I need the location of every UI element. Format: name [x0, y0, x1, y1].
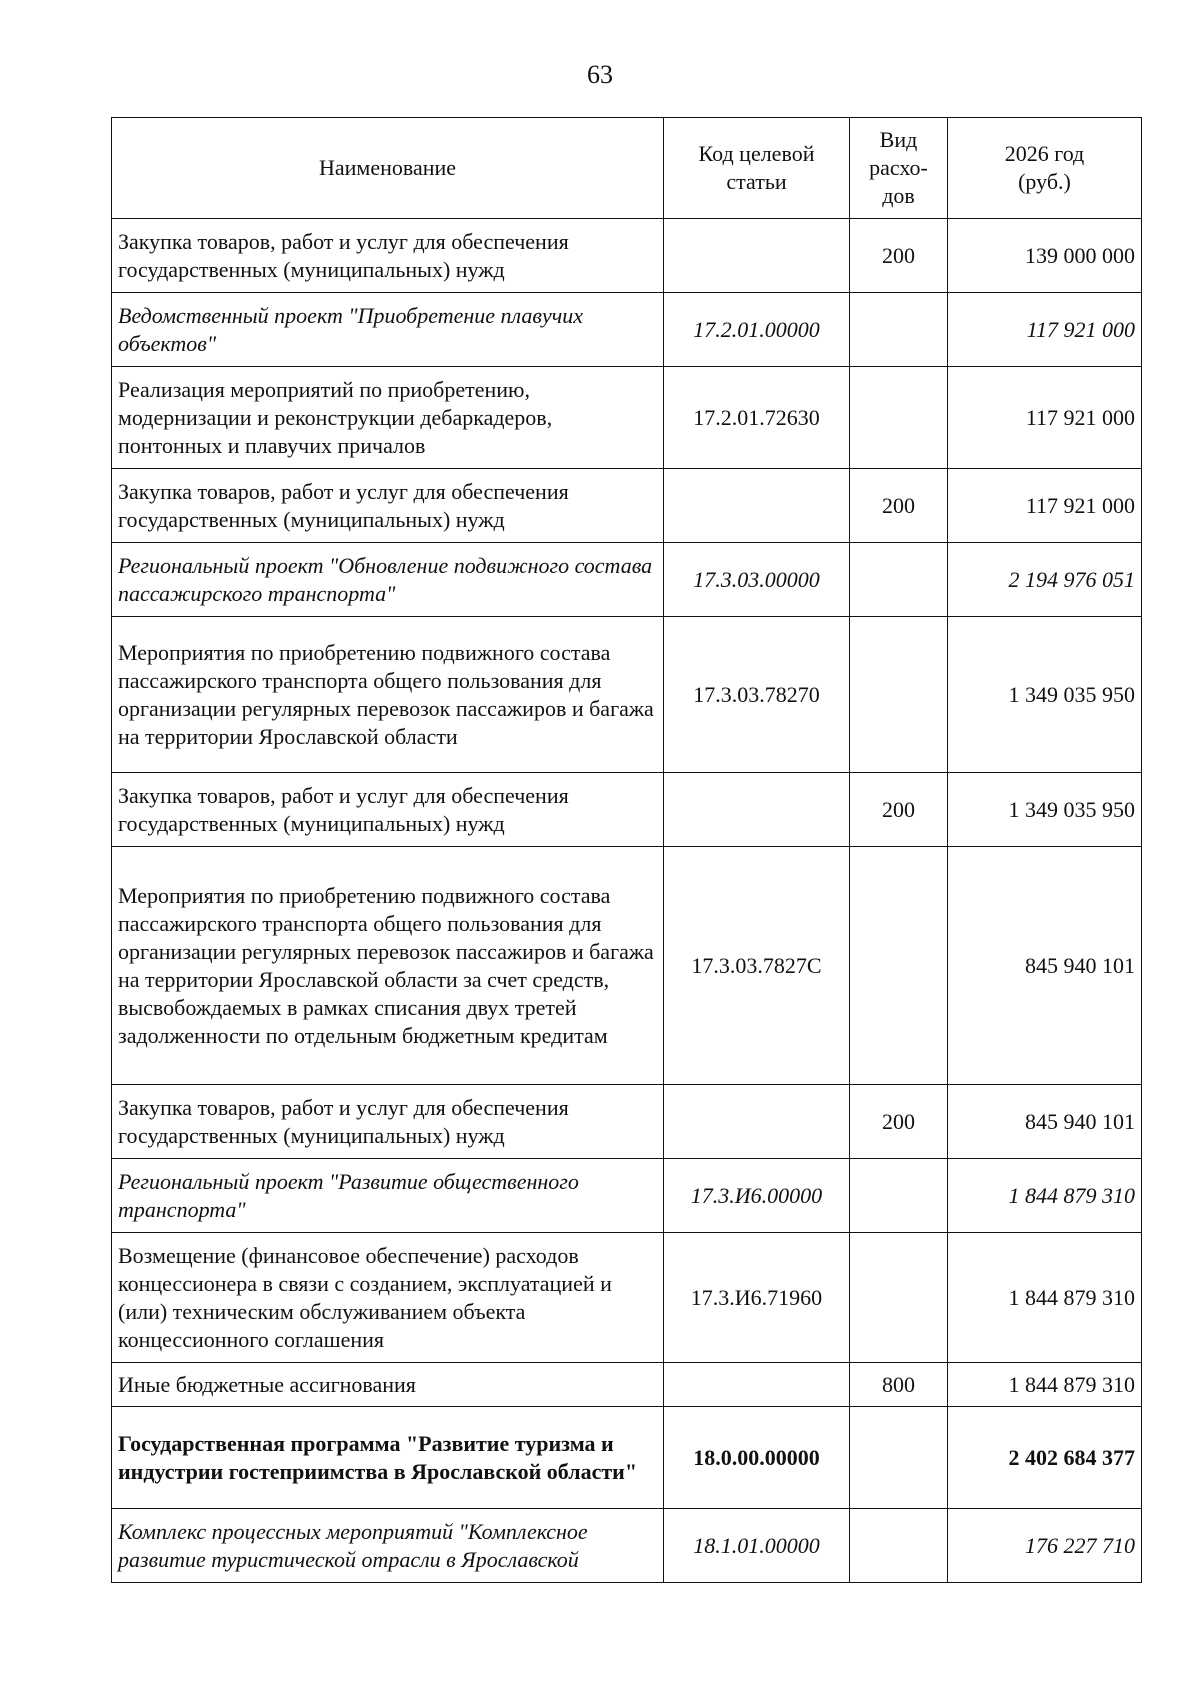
column-header-code — [664, 118, 850, 219]
row-amount: 2 194 976 051 — [948, 543, 1142, 617]
row-expense-type: 800 — [850, 1363, 948, 1407]
row-name: Закупка товаров, работ и услуг для обеспечения государственных (муниципальных) нужд — [112, 1085, 664, 1159]
table-row — [112, 1085, 1142, 1159]
column-header-type-line: дов — [882, 183, 915, 208]
row-code — [664, 469, 850, 543]
table-row — [112, 1363, 1142, 1407]
column-header-type-line: Вид — [879, 127, 918, 152]
row-name: Закупка товаров, работ и услуг для обеспечения государственных (муниципальных) нужд — [112, 219, 664, 293]
row-amount: 117 921 000 — [948, 469, 1142, 543]
row-code: 18.0.00.00000 — [664, 1407, 850, 1509]
column-header-name: Наименование — [112, 118, 664, 219]
row-expense-type — [850, 617, 948, 773]
row-code: 17.2.01.72630 — [664, 367, 850, 469]
row-amount: 139 000 000 — [948, 219, 1142, 293]
row-expense-type: 200 — [850, 219, 948, 293]
column-header-code-line: статьи — [726, 169, 787, 194]
row-name: Ведомственный проект "Приобретение плавучих объектов" — [112, 293, 664, 367]
column-header-expense-type — [850, 118, 948, 219]
row-code: 17.3.03.78270 — [664, 617, 850, 773]
row-amount: 117 921 000 — [948, 367, 1142, 469]
row-amount: 117 921 000 — [948, 293, 1142, 367]
row-code — [664, 773, 850, 847]
row-expense-type: 200 — [850, 469, 948, 543]
row-amount: 1 844 879 310 — [948, 1159, 1142, 1233]
row-amount: 845 940 101 — [948, 1085, 1142, 1159]
row-code: 18.1.01.00000 — [664, 1509, 850, 1583]
table-row — [112, 219, 1142, 293]
row-expense-type — [850, 1159, 948, 1233]
table-row — [112, 1233, 1142, 1363]
row-amount: 176 227 710 — [948, 1509, 1142, 1583]
table-row — [112, 469, 1142, 543]
row-name: Мероприятия по приобретению подвижного состава пассажирского транспорта общего пользования для организации регулярных перевозок пассажиров и багажа на территории Ярославской области — [112, 617, 664, 773]
column-header-amount-line: (руб.) — [1018, 169, 1071, 194]
row-expense-type — [850, 543, 948, 617]
table-row — [112, 543, 1142, 617]
row-amount: 1 844 879 310 — [948, 1363, 1142, 1407]
row-expense-type — [850, 367, 948, 469]
row-expense-type — [850, 1509, 948, 1583]
row-name: Иные бюджетные ассигнования — [112, 1363, 664, 1407]
row-name: Мероприятия по приобретению подвижного состава пассажирского транспорта общего пользования для организации регулярных перевозок пассажиров и багажа на территории Ярославской области за счет средств, высвобождаемых в рамках списания двух третей задолженности по отдельным бюджетным кредитам — [112, 847, 664, 1085]
row-name: Комплекс процессных мероприятий "Комплексное развитие туристической отрасли в Ярославской — [112, 1509, 664, 1583]
row-code — [664, 1085, 850, 1159]
row-code: 17.3.03.7827С — [664, 847, 850, 1085]
column-header-code-line: Код целевой — [698, 141, 815, 166]
table-row — [112, 617, 1142, 773]
row-expense-type: 200 — [850, 1085, 948, 1159]
row-expense-type — [850, 1407, 948, 1509]
table-row — [112, 293, 1142, 367]
row-expense-type — [850, 293, 948, 367]
row-code: 17.3.И6.00000 — [664, 1159, 850, 1233]
budget-table — [111, 117, 1142, 1583]
row-amount: 1 844 879 310 — [948, 1233, 1142, 1363]
row-amount: 1 349 035 950 — [948, 773, 1142, 847]
row-name: Региональный проект "Обновление подвижного состава пассажирского транспорта" — [112, 543, 664, 617]
row-amount: 2 402 684 377 — [948, 1407, 1142, 1509]
table-header-row — [112, 118, 1142, 219]
row-amount: 1 349 035 950 — [948, 617, 1142, 773]
row-name: Закупка товаров, работ и услуг для обеспечения государственных (муниципальных) нужд — [112, 773, 664, 847]
table-row — [112, 367, 1142, 469]
column-header-amount — [948, 118, 1142, 219]
row-name: Региональный проект "Развитие общественного транспорта" — [112, 1159, 664, 1233]
row-code — [664, 219, 850, 293]
row-expense-type — [850, 847, 948, 1085]
row-code: 17.2.01.00000 — [664, 293, 850, 367]
table-row — [112, 773, 1142, 847]
table-row — [112, 1407, 1142, 1509]
table-row — [112, 1509, 1142, 1583]
column-header-type-line: расхо- — [869, 155, 928, 180]
row-name: Возмещение (финансовое обеспечение) расходов концессионера в связи с созданием, эксплуатацией и (или) техническим обслуживанием объекта концессионного соглашения — [112, 1233, 664, 1363]
row-name: Закупка товаров, работ и услуг для обеспечения государственных (муниципальных) нужд — [112, 469, 664, 543]
row-name: Государственная программа "Развитие туризма и индустрии гостеприимства в Ярославской области" — [112, 1407, 664, 1509]
row-expense-type — [850, 1233, 948, 1363]
table-row — [112, 847, 1142, 1085]
row-code: 17.3.И6.71960 — [664, 1233, 850, 1363]
row-expense-type: 200 — [850, 773, 948, 847]
page-number: 63 — [587, 60, 613, 89]
row-name: Реализация мероприятий по приобретению, модернизации и реконструкции дебаркадеров, понтонных и плавучих причалов — [112, 367, 664, 469]
table-row — [112, 1159, 1142, 1233]
row-code: 17.3.03.00000 — [664, 543, 850, 617]
column-header-amount-line: 2026 год — [1004, 141, 1085, 166]
row-amount: 845 940 101 — [948, 847, 1142, 1085]
row-code — [664, 1363, 850, 1407]
